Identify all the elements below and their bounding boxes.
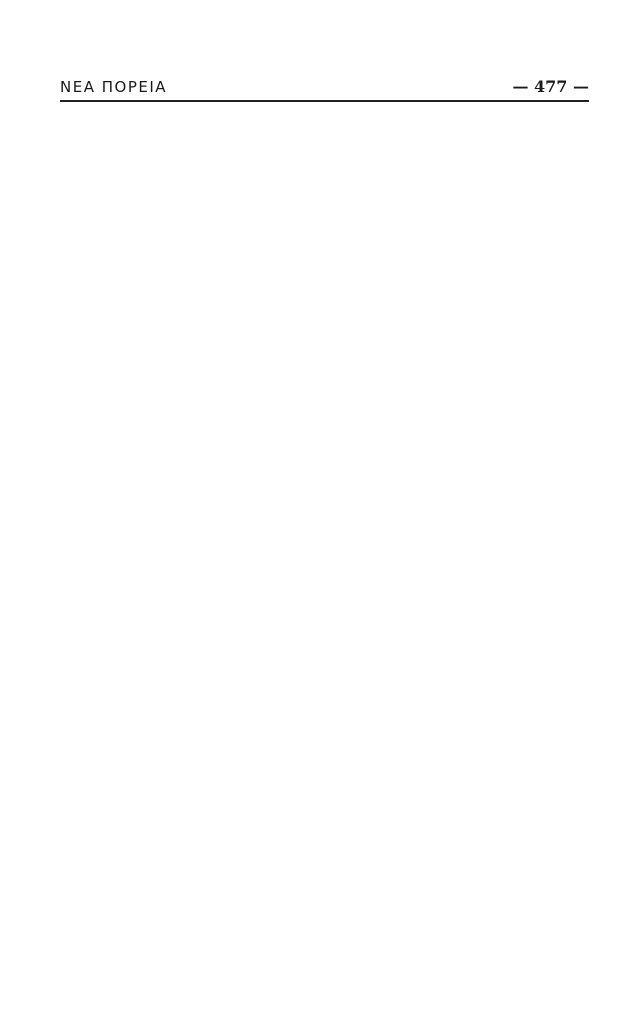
page-number: — 477 —	[512, 77, 589, 96]
journal-title: ΝΕΑ ΠΟΡΕΙΑ	[60, 78, 168, 96]
running-header	[60, 72, 589, 102]
body-column-left	[60, 110, 310, 964]
body-column-right	[322, 110, 572, 964]
